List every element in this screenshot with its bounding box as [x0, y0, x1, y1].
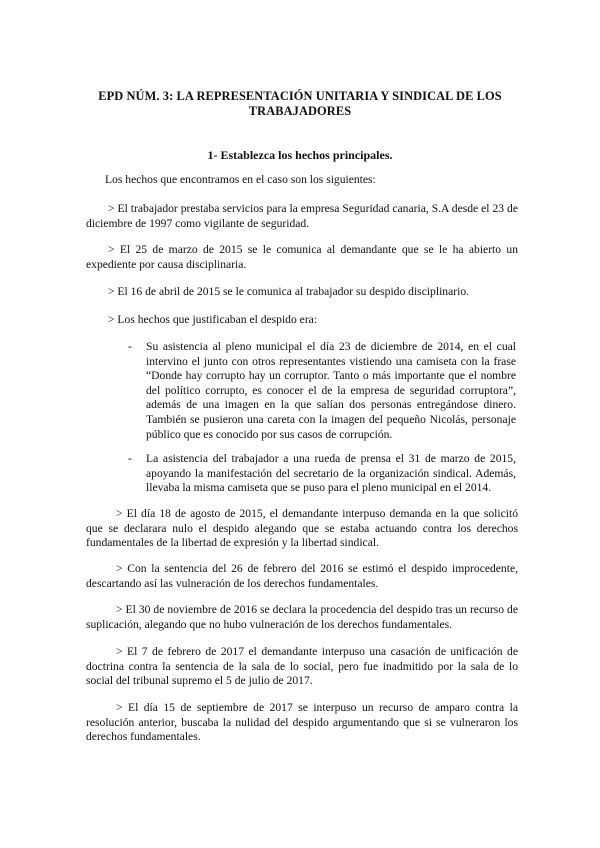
section-heading: 1- Establezca los hechos principales. — [207, 148, 393, 162]
fact-paragraph-6: > Con la sentencia del 26 de febrero del 2016 se estimó el despido improcedente, descartando así las vulneración de los derechos fundamentales. — [86, 562, 518, 590]
fact-paragraph-1: > El trabajador prestaba servicios para la empresa Seguridad canaria, S.A desde el 23 de diciembre de 1997 como vigilante de seguridad. — [86, 202, 518, 230]
bullet-item-1: Su asistencia al pleno municipal el día 23 de diciembre de 2014, en el cual intervino el junto con otros representantes vistiendo una camiseta con la frase “Donde hay corrupto hay un corruptor. Tanto o más importante que el nombre del político corrupto, es conocer el de la empresa de seguridad corruptora”, además de una imagen en la que salían dos personas entregándose dinero. También se pusieron una careta con la imagen del pequeño Nicolás, personaje público que es conocido por sus casos de corrupción. — [146, 340, 516, 441]
fact-paragraph-3: > El 16 de abril de 2015 se le comunica al trabajador su despido disciplinario. — [108, 285, 470, 298]
fact-paragraph-9: > El día 15 de septiembre de 2017 se interpuso un recurso de amparo contra la resolución anterior, buscaba la nulidad del despido argumentando que si se vulneraron los derechos fundamentales. — [86, 701, 518, 744]
intro-paragraph: Los hechos que encontramos en el caso son los siguientes: — [105, 173, 376, 186]
title-line-1: EPD NÚM. 3: LA REPRESENTACIÓN UNITARIA Y SINDICAL DE LOS — [98, 89, 502, 103]
bullet-marker-1: - — [128, 340, 132, 353]
title-line-2: TRABAJADORES — [248, 104, 352, 118]
fact-paragraph-8: > El 7 de febrero de 2017 el demandante interpuso una casación de unificación de doctrina contra la sentencia de la sala de lo social, pero fue inadmitido por la sala de lo social del tribunal supremo el 5 de julio de 2017. — [86, 645, 518, 688]
fact-paragraph-2: > El 25 de marzo de 2015 se le comunica al demandante que se le ha abierto un expediente por causa disciplinaria. — [86, 243, 518, 271]
bullet-marker-2: - — [128, 452, 132, 465]
fact-paragraph-5: > El día 18 de agosto de 2015, el demandante interpuso demanda en la que solicitó que se declarara nulo el despido alegando que se estaba actuando contra los derechos fundamentales de la libertad de expresión y la libertad sindical. — [86, 507, 518, 550]
fact-paragraph-4: > Los hechos que justificaban el despido era: — [108, 313, 318, 326]
fact-paragraph-7: > El 30 de noviembre de 2016 se declara la procedencia del despido tras un recurso de suplicación, alegando que no hubo vulneración de los derechos fundamentales. — [86, 603, 518, 631]
document-title — [80, 89, 520, 119]
bullet-item-2: La asistencia del trabajador a una rueda de prensa el 31 de marzo de 2015, apoyando la manifestación del secretario de la organización sindical. Además, llevaba la misma camiseta que se puso para el pleno municipal en el 2014. — [146, 452, 516, 495]
